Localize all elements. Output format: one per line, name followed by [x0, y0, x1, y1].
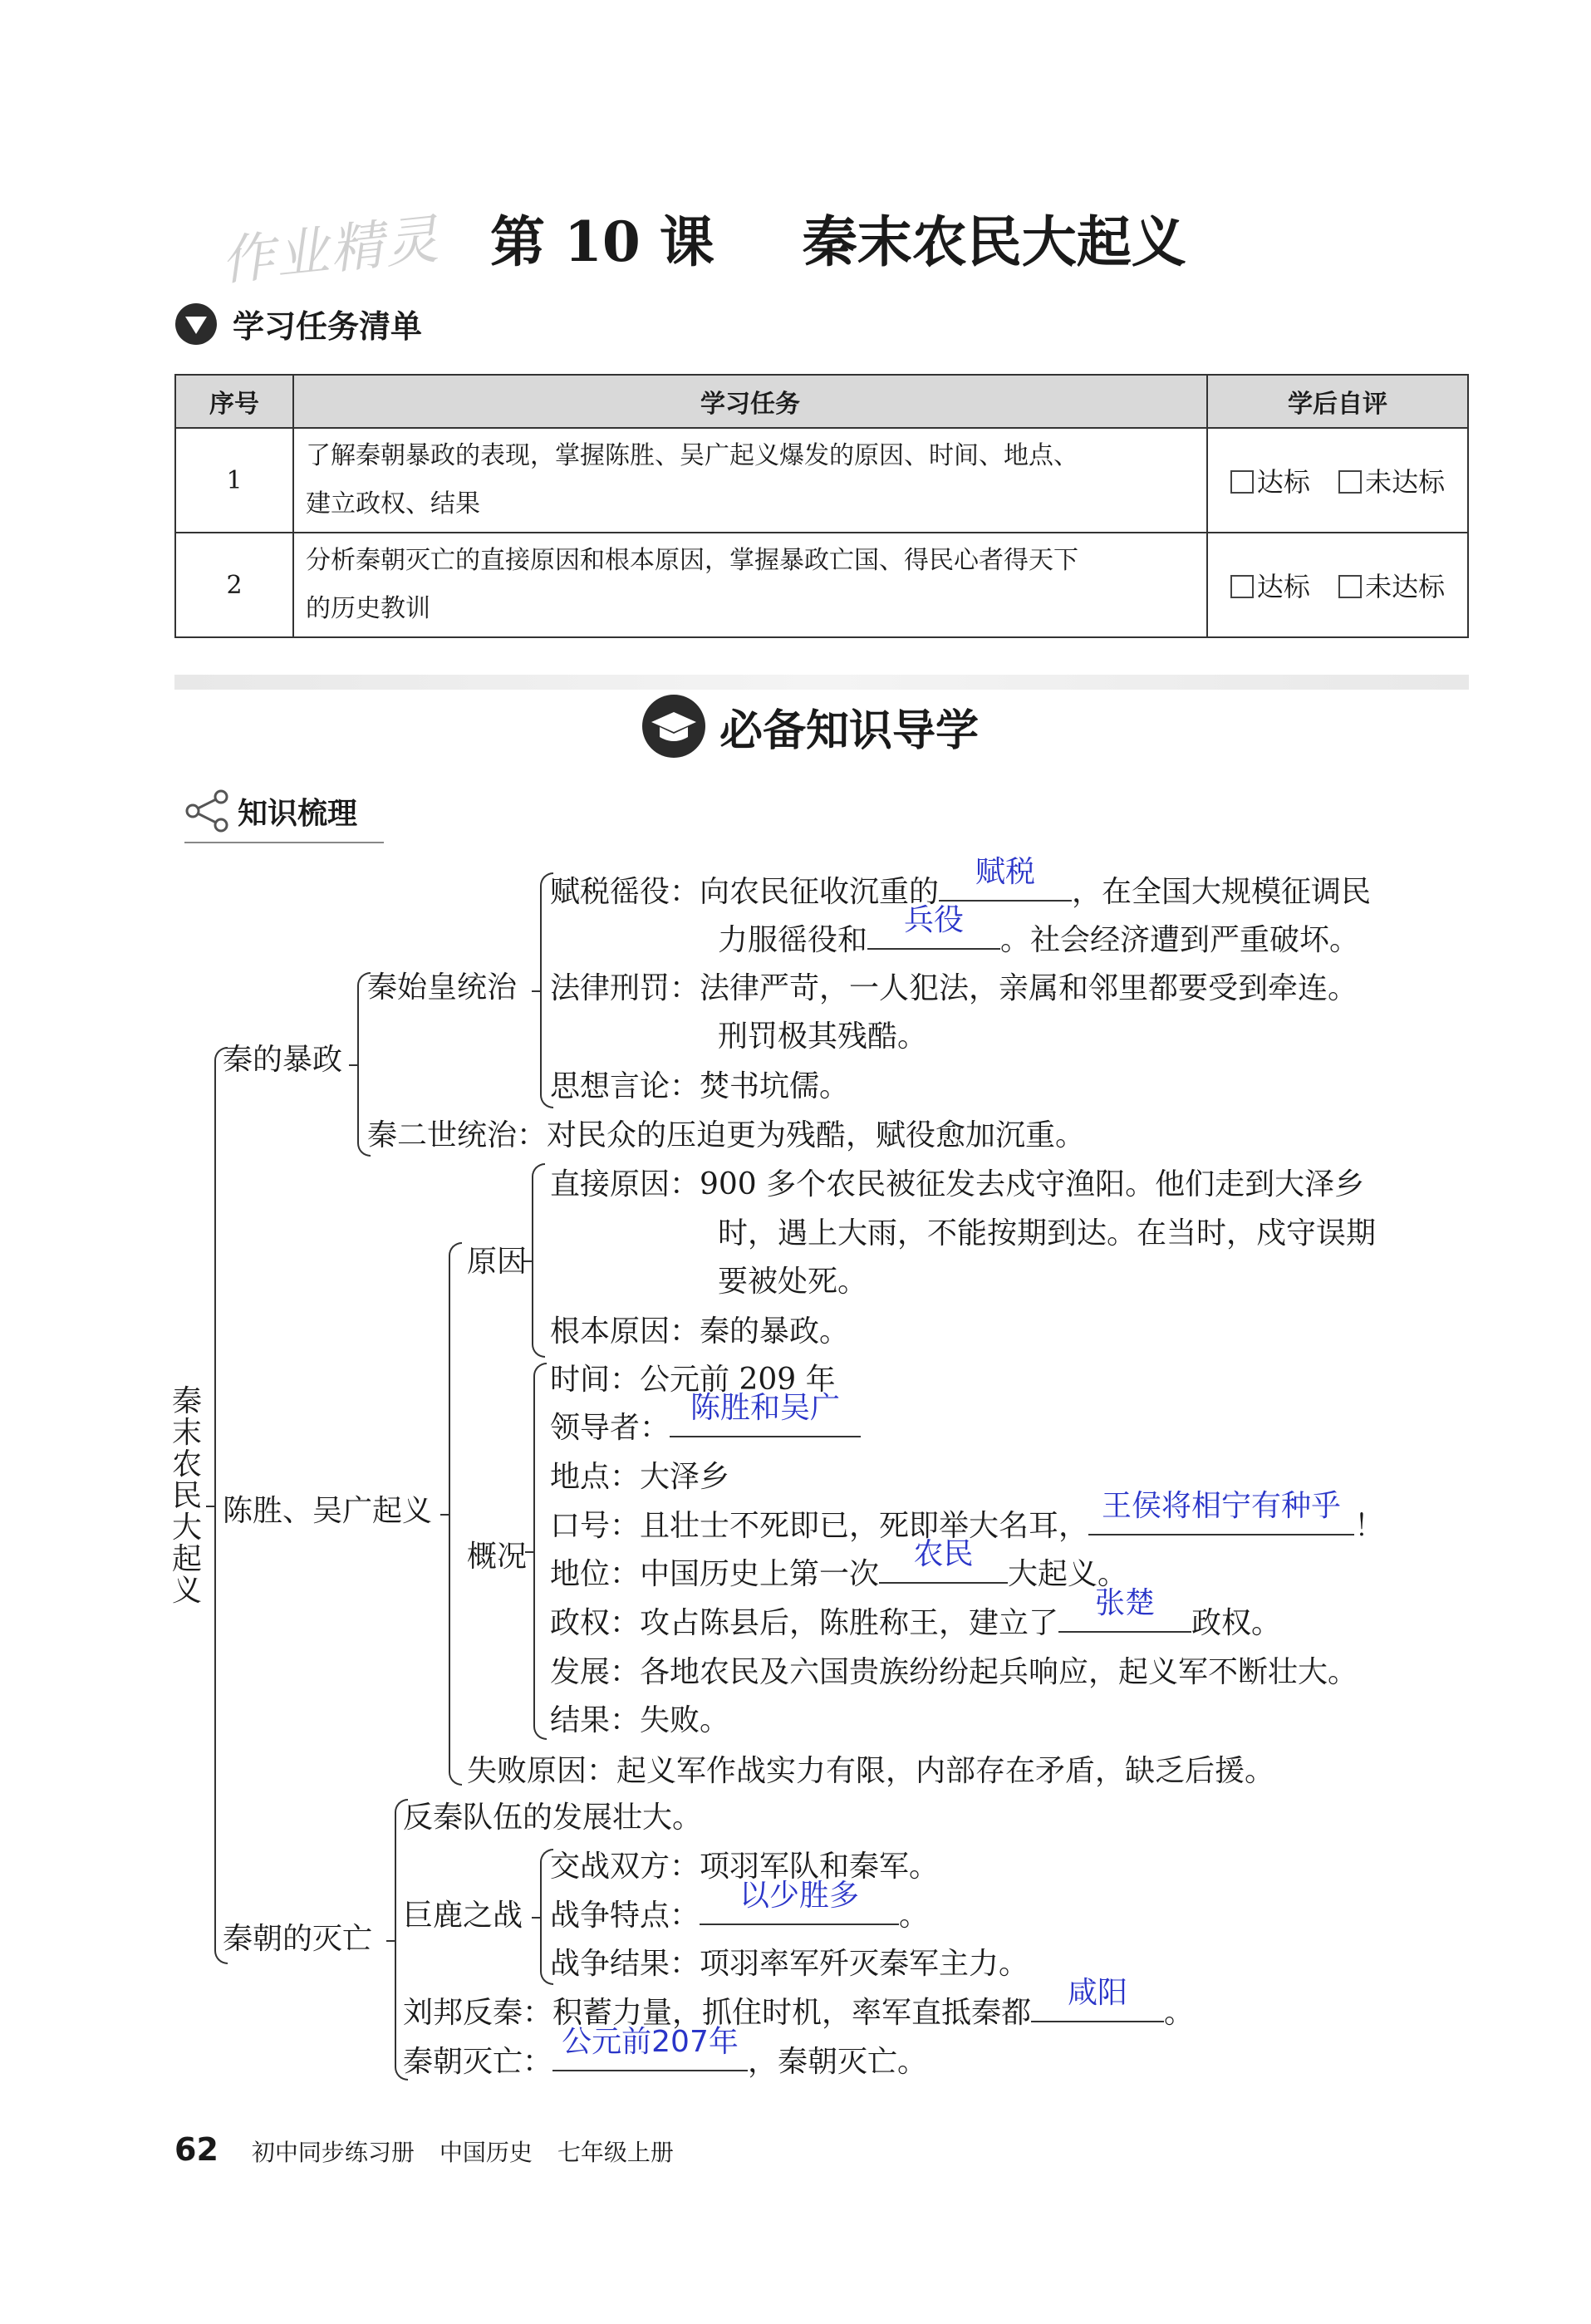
- time-line: 时间：公元前 209 年: [550, 1363, 836, 1397]
- header-eval: 学后自评: [1207, 375, 1468, 428]
- direct-cause-1: 直接原因：900 多个农民被征发去戍守渔阳。他们走到大泽乡: [550, 1167, 1365, 1201]
- answer-blank[interactable]: [879, 1537, 1008, 1584]
- regime-line: [550, 1586, 1282, 1648]
- task-line: 的历史教训: [306, 594, 430, 623]
- root-label: [170, 1386, 204, 1607]
- handwritten-answer: 张楚: [1095, 1586, 1156, 1620]
- share-nodes-icon: [184, 789, 233, 833]
- row-no: 1: [175, 428, 293, 533]
- table-row: [175, 533, 1468, 637]
- handwritten-answer: 赋税: [975, 855, 1036, 889]
- row-eval: [1207, 428, 1468, 533]
- result-line: 结果：失败。: [550, 1703, 730, 1737]
- page-number: 62: [174, 2131, 219, 2168]
- lesson-number: 第 10 课: [490, 209, 714, 274]
- war-result-line: 战争结果：项羽率军歼灭秦军主力。: [550, 1947, 1029, 1981]
- leader-line: [550, 1391, 861, 1452]
- graduation-cap-icon: [641, 694, 706, 759]
- header-no: 序号: [175, 375, 293, 428]
- feature-label: 战争特点：: [550, 1899, 700, 1933]
- tax-text: 力服徭役和: [718, 923, 868, 957]
- cause-label: 原因: [467, 1245, 528, 1279]
- qsh-label: 秦始皇统治: [367, 970, 518, 1005]
- status-label: 地位：中国历史上第一次: [550, 1557, 880, 1591]
- answer-blank[interactable]: [1031, 1976, 1164, 2022]
- uprising-brace: [449, 1242, 462, 1786]
- answer-blank[interactable]: [1058, 1586, 1191, 1633]
- sides-line: 交战双方：项羽军队和秦军。: [550, 1850, 940, 1884]
- answer-blank[interactable]: [1088, 1489, 1354, 1535]
- lesson-name: 秦末农民大起义: [802, 209, 1186, 274]
- task-section-title: 学习任务清单: [233, 308, 423, 345]
- handwritten-answer: 以少胜多: [739, 1879, 860, 1913]
- banner: [641, 694, 979, 759]
- qin-end-line: [403, 2025, 928, 2086]
- down-triangle-icon: [174, 302, 218, 346]
- anti-qin-line: 反秦队伍的发展壮大。: [403, 1801, 703, 1835]
- fail-label: 未达标: [1365, 466, 1446, 498]
- thought-line: 思想言论：焚书坑儒。: [550, 1069, 850, 1103]
- tax-text: 向农民征收沉重的: [700, 875, 940, 909]
- root-char: 农: [171, 1447, 202, 1481]
- tax-text: 。社会经济遭到严重破坏。: [1000, 923, 1360, 957]
- handwritten-answer: 陈胜和吴广: [690, 1391, 841, 1425]
- qin-end-label: 秦朝灭亡：: [403, 2045, 553, 2079]
- footer-subject: 中国历史: [439, 2139, 533, 2166]
- tax-text: ，在全国大规模征调民: [1072, 875, 1372, 909]
- status-end: 大起义。: [1008, 1557, 1128, 1591]
- liubang-line: [403, 1976, 1195, 2037]
- place-line: 地点：大泽乡: [550, 1460, 730, 1494]
- julu-label: 巨鹿之战: [403, 1899, 523, 1933]
- slogan-label: 口号：且壮士不死即已，死即举大名耳，: [550, 1509, 1089, 1543]
- task-section-header: [174, 301, 422, 346]
- root-char: 起: [171, 1542, 202, 1576]
- handwritten-answer: 兵役: [904, 903, 965, 937]
- task-line: 了解秦朝暴政的表现，掌握陈胜、吴广起义爆发的原因、时间、地点、: [306, 441, 1078, 470]
- row-task: [293, 428, 1207, 533]
- footer: [174, 2131, 674, 2168]
- direct-cause-3: 要被处死。: [718, 1265, 868, 1299]
- leader-label: 领导者：: [550, 1411, 670, 1445]
- table-row: [175, 428, 1468, 533]
- table-header-row: [175, 375, 1468, 428]
- uprising-label: 陈胜、吴广起义: [223, 1494, 433, 1528]
- fail-checkbox[interactable]: [1338, 470, 1362, 494]
- watermark: 作业精灵: [218, 209, 443, 293]
- qes-line: 秦二世统治：对民众的压迫更为残酷，赋役愈加沉重。: [367, 1118, 1086, 1152]
- slogan-end: ！: [1354, 1509, 1385, 1543]
- pass-checkbox[interactable]: [1230, 575, 1254, 598]
- subtitle-underline: [184, 842, 384, 843]
- row-eval: [1207, 533, 1468, 637]
- pass-label: 达标: [1256, 571, 1310, 602]
- handwritten-answer: 公元前207年: [562, 2025, 739, 2059]
- liubang-label: 刘邦反秦：积蓄力量，抓住时机，率军直抵秦都: [403, 1996, 1032, 2030]
- header-task: 学习任务: [293, 375, 1207, 428]
- task-line: 建立政权、结果: [306, 489, 480, 518]
- feature-end: 。: [899, 1899, 930, 1933]
- root-char: 义: [171, 1574, 202, 1608]
- task-line: 分析秦朝灭亡的直接原因和根本原因，掌握暴政亡国、得民心者得天下: [306, 546, 1078, 575]
- subtitle-text: 知识梳理: [238, 796, 358, 831]
- feature-line: [550, 1879, 930, 1940]
- footer-book: 初中同步练习册: [251, 2139, 415, 2166]
- fail-checkbox[interactable]: [1338, 575, 1362, 598]
- root-char: 大: [171, 1511, 202, 1545]
- law-line-2: 刑罚极其残酷。: [718, 1020, 928, 1054]
- qin-end-text: ，秦朝灭亡。: [748, 2045, 928, 2079]
- root-char: 末: [171, 1416, 202, 1450]
- answer-blank[interactable]: [700, 1879, 899, 1925]
- tyranny-label: 秦的暴政: [223, 1043, 343, 1077]
- handwritten-answer: 农民: [913, 1537, 974, 1571]
- regime-label: 政权：攻占陈县后，陈胜称王，建立了: [550, 1606, 1059, 1640]
- overview-label: 概况: [467, 1540, 528, 1574]
- row-task: [293, 533, 1207, 637]
- liubang-end: 。: [1164, 1996, 1195, 2030]
- fail-reason-line: 失败原因：起义军作战实力有限，内部存在矛盾，缺乏后援。: [467, 1754, 1275, 1788]
- law-text: 法律严苛，一人犯法，亲属和邻里都要受到牵连。: [700, 971, 1358, 1005]
- law-label: 法律刑罚：: [550, 971, 700, 1005]
- lesson-title: [490, 198, 1186, 277]
- pass-label: 达标: [1256, 466, 1310, 498]
- tax-label: 赋税徭役：: [550, 875, 700, 909]
- handwritten-answer: 咸阳: [1068, 1976, 1128, 2010]
- fail-label: 未达标: [1365, 571, 1446, 602]
- subtitle: [184, 789, 357, 833]
- law-line-1: [550, 965, 1358, 1013]
- overview-brace: [533, 1363, 547, 1740]
- banner-strip: [174, 675, 1469, 690]
- root-char: 秦: [171, 1384, 202, 1418]
- regime-end: 政权。: [1191, 1606, 1282, 1640]
- answer-blank[interactable]: [670, 1391, 861, 1437]
- direct-cause-2: 时，遇上大雨，不能按期到达。在当时，戍守误期: [718, 1216, 1377, 1250]
- row-no: 2: [175, 533, 293, 637]
- develop-line: 发展：各地农民及六国贵族纷纷起兵响应，起义军不断壮大。: [550, 1655, 1358, 1689]
- banner-title: 必备知识导学: [719, 705, 980, 756]
- fall-label: 秦朝的灭亡: [223, 1922, 373, 1956]
- cause-brace: [532, 1163, 545, 1358]
- task-table: [174, 374, 1469, 638]
- answer-blank[interactable]: [552, 2025, 748, 2071]
- tax-line-2: [718, 903, 1360, 965]
- footer-grade: 七年级上册: [557, 2139, 674, 2166]
- root-cause-line: 根本原因：秦的暴政。: [550, 1314, 850, 1349]
- pass-checkbox[interactable]: [1230, 470, 1254, 494]
- answer-blank[interactable]: [867, 903, 1000, 950]
- handwritten-answer: 王侯将相宁有种乎: [1102, 1489, 1342, 1523]
- status-line: [550, 1537, 1128, 1599]
- root-char: 民: [171, 1479, 202, 1513]
